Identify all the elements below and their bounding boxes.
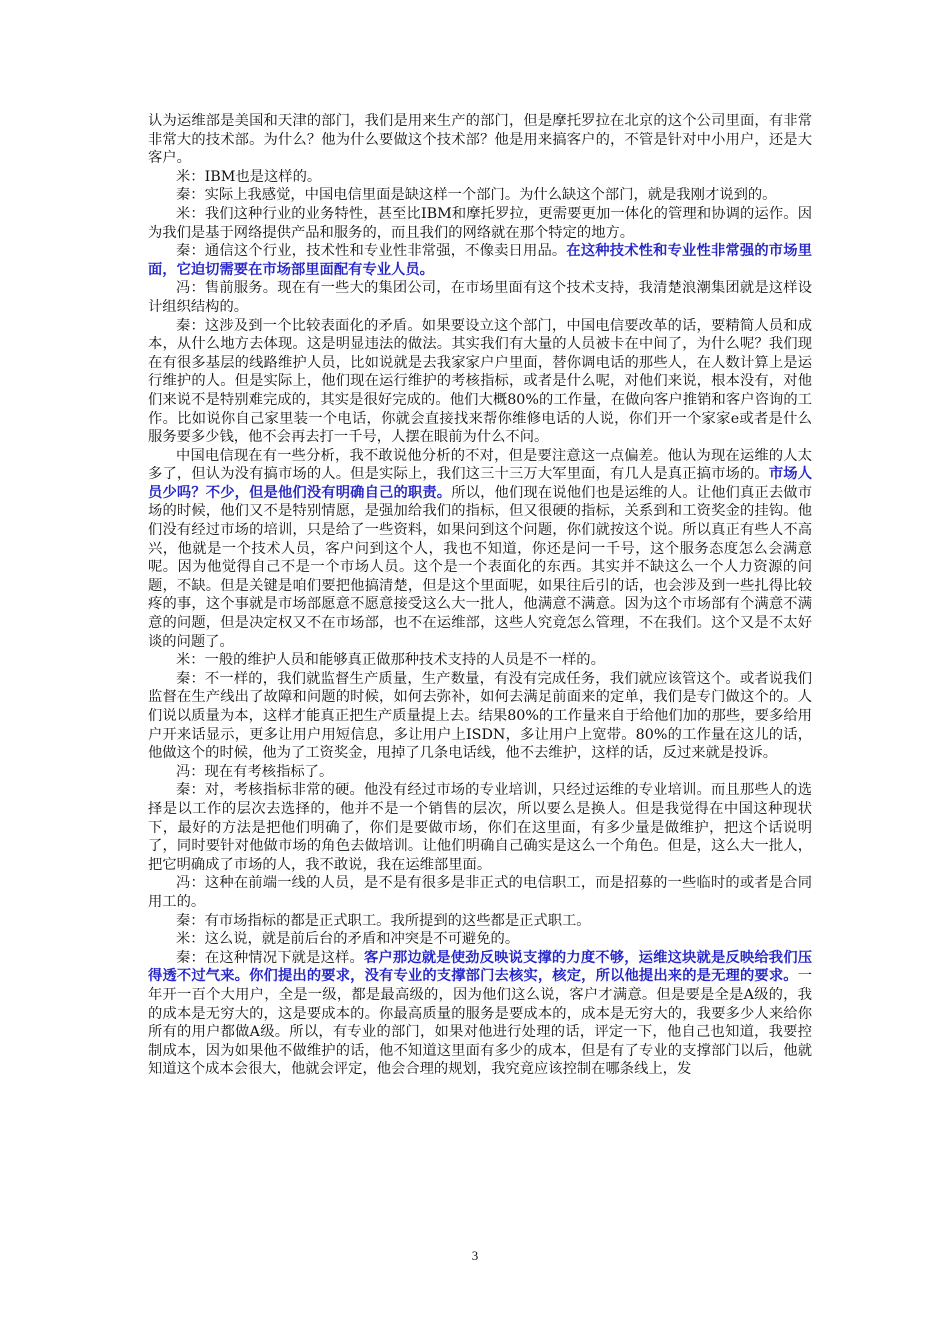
paragraph [148, 205, 812, 242]
text-run: 米：一般的维护人员和能够真正做那种技术支持的人员是不一样的。 [176, 652, 605, 669]
paragraph [148, 912, 812, 931]
paragraph [148, 949, 812, 1079]
paragraph [148, 447, 812, 652]
text-run: 秦：不一样的，我们就监督生产质量，生产数量，有没有完成任务，我们就应该管这个。或者说我们监督在生产线出了故障和问题的时候，如何去弥补，如何去满足前面来的定单，我们是专门做这个的。人们说以质量为本，这样才能真正把生产质量提上去。结果80%的工作量来自于给他们加的那些，要多给用户开来话显示，更多让用户用短信息，多让用户上ISDN，多让用户上宽带。80%的工作量在这儿的话，他做这个的时候，他为了工资奖金，甩掉了几条电话线，他不去维护，这样的话，反过来就是投诉。 [148, 670, 812, 762]
text-run: 米：这么说，就是前后台的矛盾和冲突是不可避免的。 [176, 931, 520, 948]
paragraph [148, 112, 812, 168]
paragraph [148, 874, 812, 911]
paragraph [148, 781, 812, 874]
text-run: 秦：有市场指标的都是正式职工。我所提到的这些都是正式职工。 [176, 912, 591, 929]
text-run: 秦：实际上我感觉，中国电信里面是缺这样一个部门。为什么缺这个部门，就是我刚才说到的。 [176, 187, 777, 204]
page-number: 3 [471, 1248, 479, 1263]
highlighted-text: 市场人员少吗？不少，但是他们没有明确自己的职责。 [148, 466, 813, 501]
text-run: 中国电信现在有一些分析，我不敢说他分析的不对，但是要注意这一点偏差。他认为现在运维的人太多了，但认为没有搞市场的人。但是实际上，我们这三十三万大军里面，有几人是真正搞市场的。 [148, 447, 812, 483]
text-run: 冯：这种在前端一线的人员，是不是有很多是非正式的电信职工，而是招募的一些临时的或者是合同用工的。 [148, 875, 812, 910]
highlighted-text: 客户那边就是使劲反映说支撑的力度不够，运维这块就是反映给我们压得透不过气来。你们提出的要求，没有专业的支撑部门去核实，核定，所以他提出来的是无理的要求。 [148, 949, 813, 985]
paragraph [148, 651, 812, 670]
paragraph [148, 670, 812, 763]
text-run: 所以，他们现在说他们也是运维的人。让他们真正去做市场的时候，他们又不是特别情愿，是强加给我们的指标，但又很硬的指标，关系到和工资奖金的挂钩。他们没有经过市场的培训，只是给了一些资料，如果问到这个问题，你们就按这个说。所以真正有些人不高兴，他就是一个技术人员，客户问到这个人，我也不知道，你还是问一千号，这个服务态度怎么会满意呢。因为他觉得自己不是一个市场人员。这个是一个表面化的东西。其实并不缺这么一个人力资源的问题，不缺。但是关键是咱们要把他搞清楚，但是这个里面呢，如果往后引的话，也会涉及到一些扎得比较疼的事，这个事就是市场部愿意不愿意接受这么大一批人，他满意不满意。因为这个市场部有个满意不满意的问题，但是决定权又不在市场部，也不在运维部，这些人究竟怎么管理，不在我们。这个又是不太好谈的问题了。 [148, 484, 813, 650]
text-run: 冯：现在有考核指标了。 [176, 763, 334, 780]
text-run: 秦：在这种情况下就是这样。 [176, 949, 364, 966]
paragraph [148, 186, 812, 205]
text-run: 米：我们这种行业的业务特性，甚至比IBM和摩托罗拉，更需要更加一体化的管理和协调的运作。因为我们是基于网络提供产品和服务的，而且我们的网络就在那个特定的地方。 [148, 205, 812, 241]
paragraph [148, 168, 812, 187]
paragraph [148, 242, 812, 279]
text-run: 秦：对，考核指标非常的硬。他没有经过市场的专业培训，只经过运维的专业培训。而且那些人的选择是以工作的层次去选择的，他并不是一个销售的层次，所以要么是换人。但是我觉得在中国这种现状下，最好的方法是把他们明确了，你们是要做市场，你们在这里面，有多少量是做维护，把这个话说明了，同时要针对他做市场的角色去做培训。让他们明确自己确实是这么一个角色。但是，这么大一批人，把它明确成了市场的人，我不敢说，我在运维部里面。 [148, 782, 812, 873]
text-run: 冯：售前服务。现在有一些大的集团公司，在市场里面有这个技术支持，我清楚浪潮集团就是这样设计组织结构的。 [148, 280, 812, 315]
text-run: 一年开一百个大用户，全是一级，都是最高级的，因为他们这么说，客户才满意。但是要是全是A级的，我的成本是无穷大的，这是要成本的。你最高质量的服务是要成本的，成本是无穷大的，我要多少人来给你所有的用户都做A级。所以，有专业的部门，如果对他进行处理的话，评定一下，他自己也知道，我要控制成本，因为如果他不做维护的话，他不知道这里面有多少的成本，但是有了专业的支撑部门以后，他就知道这个成本会很大，他就会评定，他会合理的规划，我究竟应该控制在哪条线上，发 [148, 968, 812, 1078]
text-run: 认为运维部是美国和天津的部门，我们是用来生产的部门，但是摩托罗拉在北京的这个公司里面，有非常非常大的技术部。为什么？他为什么要做这个技术部？他是用来搞客户的，不管是针对中小用户，还是大客户。 [148, 113, 812, 167]
paragraph [148, 279, 812, 316]
paragraph [148, 763, 812, 782]
document-body [148, 112, 812, 1079]
paragraph [148, 317, 812, 447]
paragraph [148, 930, 812, 949]
text-run: 秦：通信这个行业，技术性和专业性非常强，不像卖日用品。 [176, 243, 567, 260]
text-run: 秦：这涉及到一个比较表面化的矛盾。如果要设立这个部门，中国电信要改革的话，要精简人员和成本，从什么地方去体现。这是明显违法的做法。其实我们有大量的人员被卡在中间了，为什么呢？我们现在有很多基层的线路维护人员，比如说就是去我家家户户里面，替你调电话的那些人，在人数计算上是运行维护的人。但是实际上，他们现在运行维护的考核指标，或者是什么呢，对他们来说，根本没有，对他们来说不是特别难完成的，其实是很好完成的。他们大概80%的工作量，在做向客户推销和客户咨询的工作。比如说你自己家里装一个电话，你就会直接找来帮你维修电话的人说，你们开一个家家e或者是什么服务要多少钱，他不会再去打一千号，人摆在眼前为什么不问。 [148, 317, 812, 446]
text-run: 米：IBM也是这样的。 [176, 168, 322, 185]
highlighted-text: 在这种技术性和专业性非常强的市场里面，它迫切需要在市场部里面配有专业人员。 [148, 243, 813, 278]
